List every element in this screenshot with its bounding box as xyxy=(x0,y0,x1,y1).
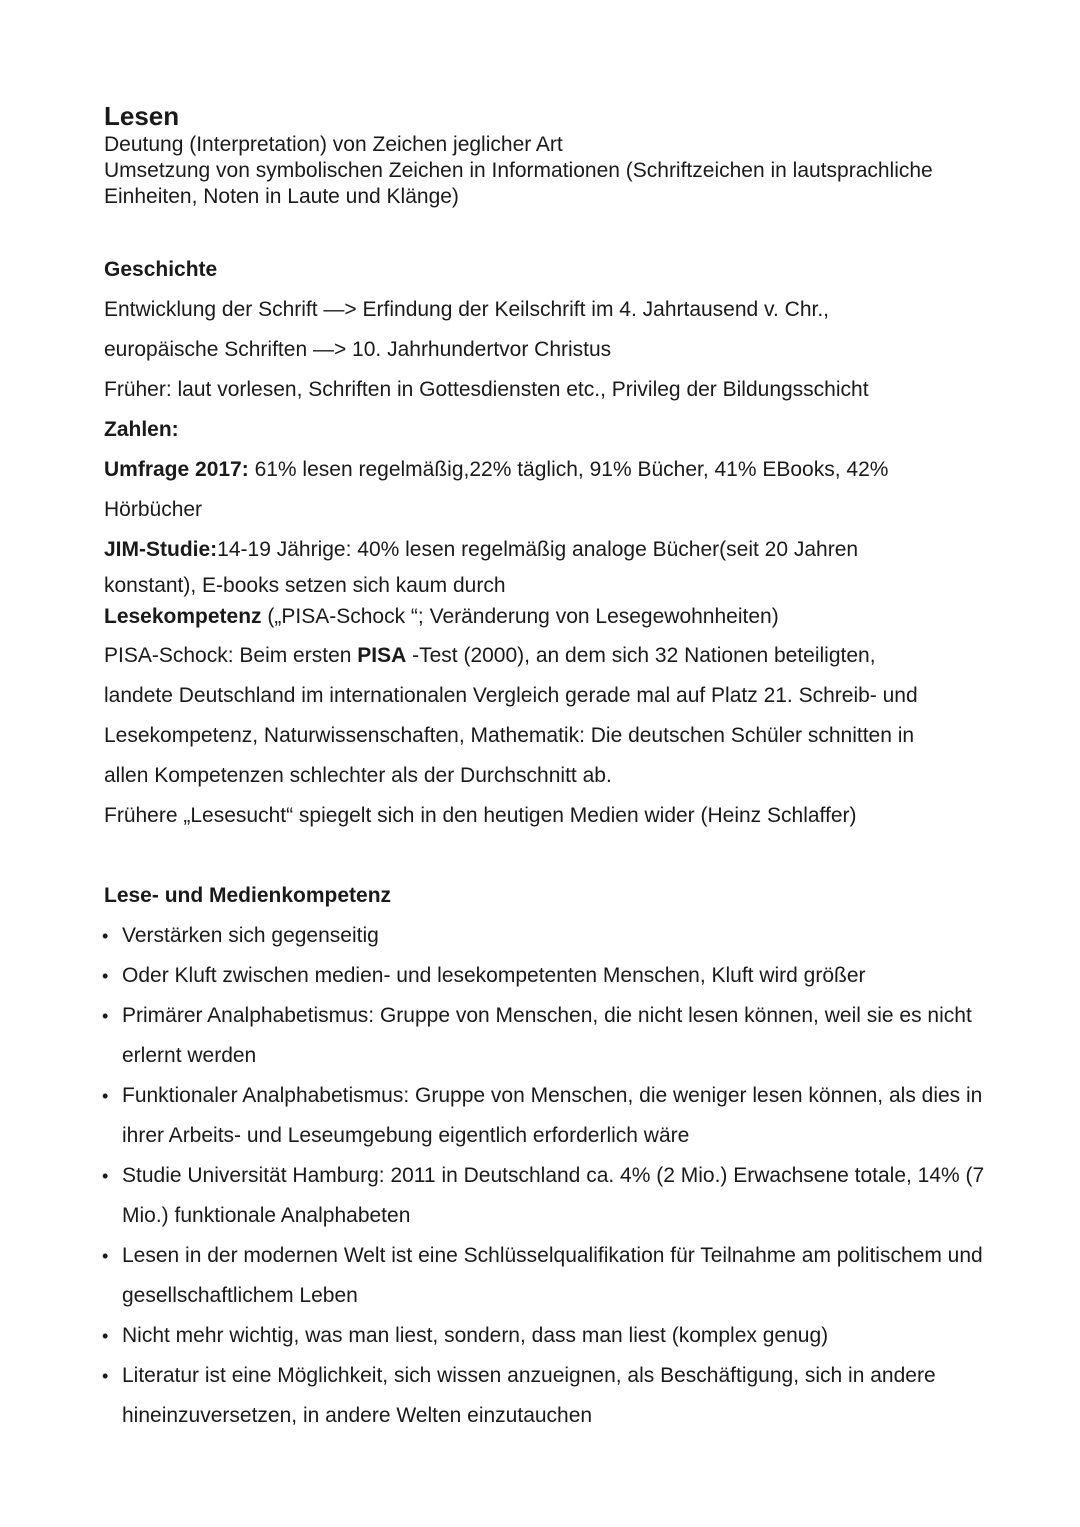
list-item: • Lesen in der modernen Welt ist eine Schlüsselqualifikation für Teilnahme am politischem und gesellschaftlichem Leben xyxy=(104,1236,1004,1316)
section-heading-medienkompetenz: Lese- und Medienkompetenz xyxy=(104,884,392,907)
page-title: Lesen xyxy=(104,101,180,131)
list-item: • Verstärken sich gegenseitig xyxy=(104,916,1004,956)
intro-line-1: Deutung (Interpretation) von Zeichen jeglicher Art xyxy=(104,133,563,156)
pisa-line-4: allen Kompetenzen schlechter als der Durchschnitt ab. xyxy=(104,764,612,787)
document-page xyxy=(104,100,1004,1436)
list-item: • Studie Universität Hamburg: 2011 in Deutschland ca. 4% (2 Mio.) Erwachsene totale, 14% (7 Mio.) funktionale Analphabeten xyxy=(104,1156,1004,1236)
pisa-line xyxy=(104,636,1004,676)
section-heading-geschichte: Geschichte xyxy=(104,258,218,281)
lesekompetenz-subtitle: („PISA-Schock “; Veränderung von Lesegewohnheiten) xyxy=(261,605,779,628)
pisa-line-3: Lesekompetenz, Naturwissenschaften, Mathematik: Die deutschen Schüler schnitten in xyxy=(104,724,915,747)
jim-text: 14-19 Jährige: 40% lesen regelmäßig analoge Bücher(seit 20 Jahren xyxy=(217,538,859,561)
list-item: • Oder Kluft zwischen medien- und lesekompetenten Menschen, Kluft wird größer xyxy=(104,956,1004,996)
pisa-bold: PISA xyxy=(357,644,407,667)
intro-line-3: Einheiten, Noten in Laute und Klänge) xyxy=(104,185,459,208)
jim-continuation: konstant), E-books setzen sich kaum durch xyxy=(104,574,506,597)
list-item: • Nicht mehr wichtig, was man liest, sondern, dass man liest (komplex genug) xyxy=(104,1316,1004,1356)
jim-label: JIM-Studie: xyxy=(104,538,218,561)
pisa-line-2: landete Deutschland im internationalen Vergleich gerade mal auf Platz 21. Schreib- und xyxy=(104,684,918,707)
geschichte-line-2: europäische Schriften —> 10. Jahrhundertvor Christus xyxy=(104,338,612,361)
pisa-pre: PISA-Schock: Beim ersten xyxy=(104,644,358,667)
umfrage-continuation: Hörbücher xyxy=(104,498,203,521)
list-item: • Primärer Analphabetismus: Gruppe von Menschen, die nicht lesen können, weil sie es nicht erlernt werden xyxy=(104,996,1004,1076)
intro-line-2: Umsetzung von symbolischen Zeichen in Informationen (Schriftzeichen in lautsprachliche xyxy=(104,159,933,182)
umfrage-label: Umfrage 2017: xyxy=(104,458,249,481)
medienkompetenz-list xyxy=(104,916,1004,1436)
umfrage-line xyxy=(104,450,1004,490)
list-item: • Literatur ist eine Möglichkeit, sich wissen anzueignen, als Beschäftigung, sich in andere hineinzuversetzen, in andere Welten einzutauchen xyxy=(104,1356,1004,1436)
lesesucht-line: Frühere „Lesesucht“ spiegelt sich in den heutigen Medien wider (Heinz Schlaffer) xyxy=(104,804,857,827)
jim-line xyxy=(104,530,1004,570)
umfrage-text: 61% lesen regelmäßig,22% täglich, 91% Bücher, 41% EBooks, 42% xyxy=(248,458,889,481)
lesekompetenz-heading xyxy=(104,601,1004,632)
pisa-post: -Test (2000), an dem sich 32 Nationen beteiligten, xyxy=(406,644,876,667)
list-item: • Funktionaler Analphabetismus: Gruppe von Menschen, die weniger lesen können, als dies in ihrer Arbeits- und Leseumgebung eigentlich erforderlich wäre xyxy=(104,1076,1004,1156)
lesekompetenz-label: Lesekompetenz xyxy=(104,605,262,628)
section-heading-zahlen: Zahlen: xyxy=(104,418,179,441)
geschichte-line-3: Früher: laut vorlesen, Schriften in Gottesdiensten etc., Privileg der Bildungsschicht xyxy=(104,378,869,401)
geschichte-line-1: Entwicklung der Schrift —> Erfindung der Keilschrift im 4. Jahrtausend v. Chr., xyxy=(104,298,830,321)
